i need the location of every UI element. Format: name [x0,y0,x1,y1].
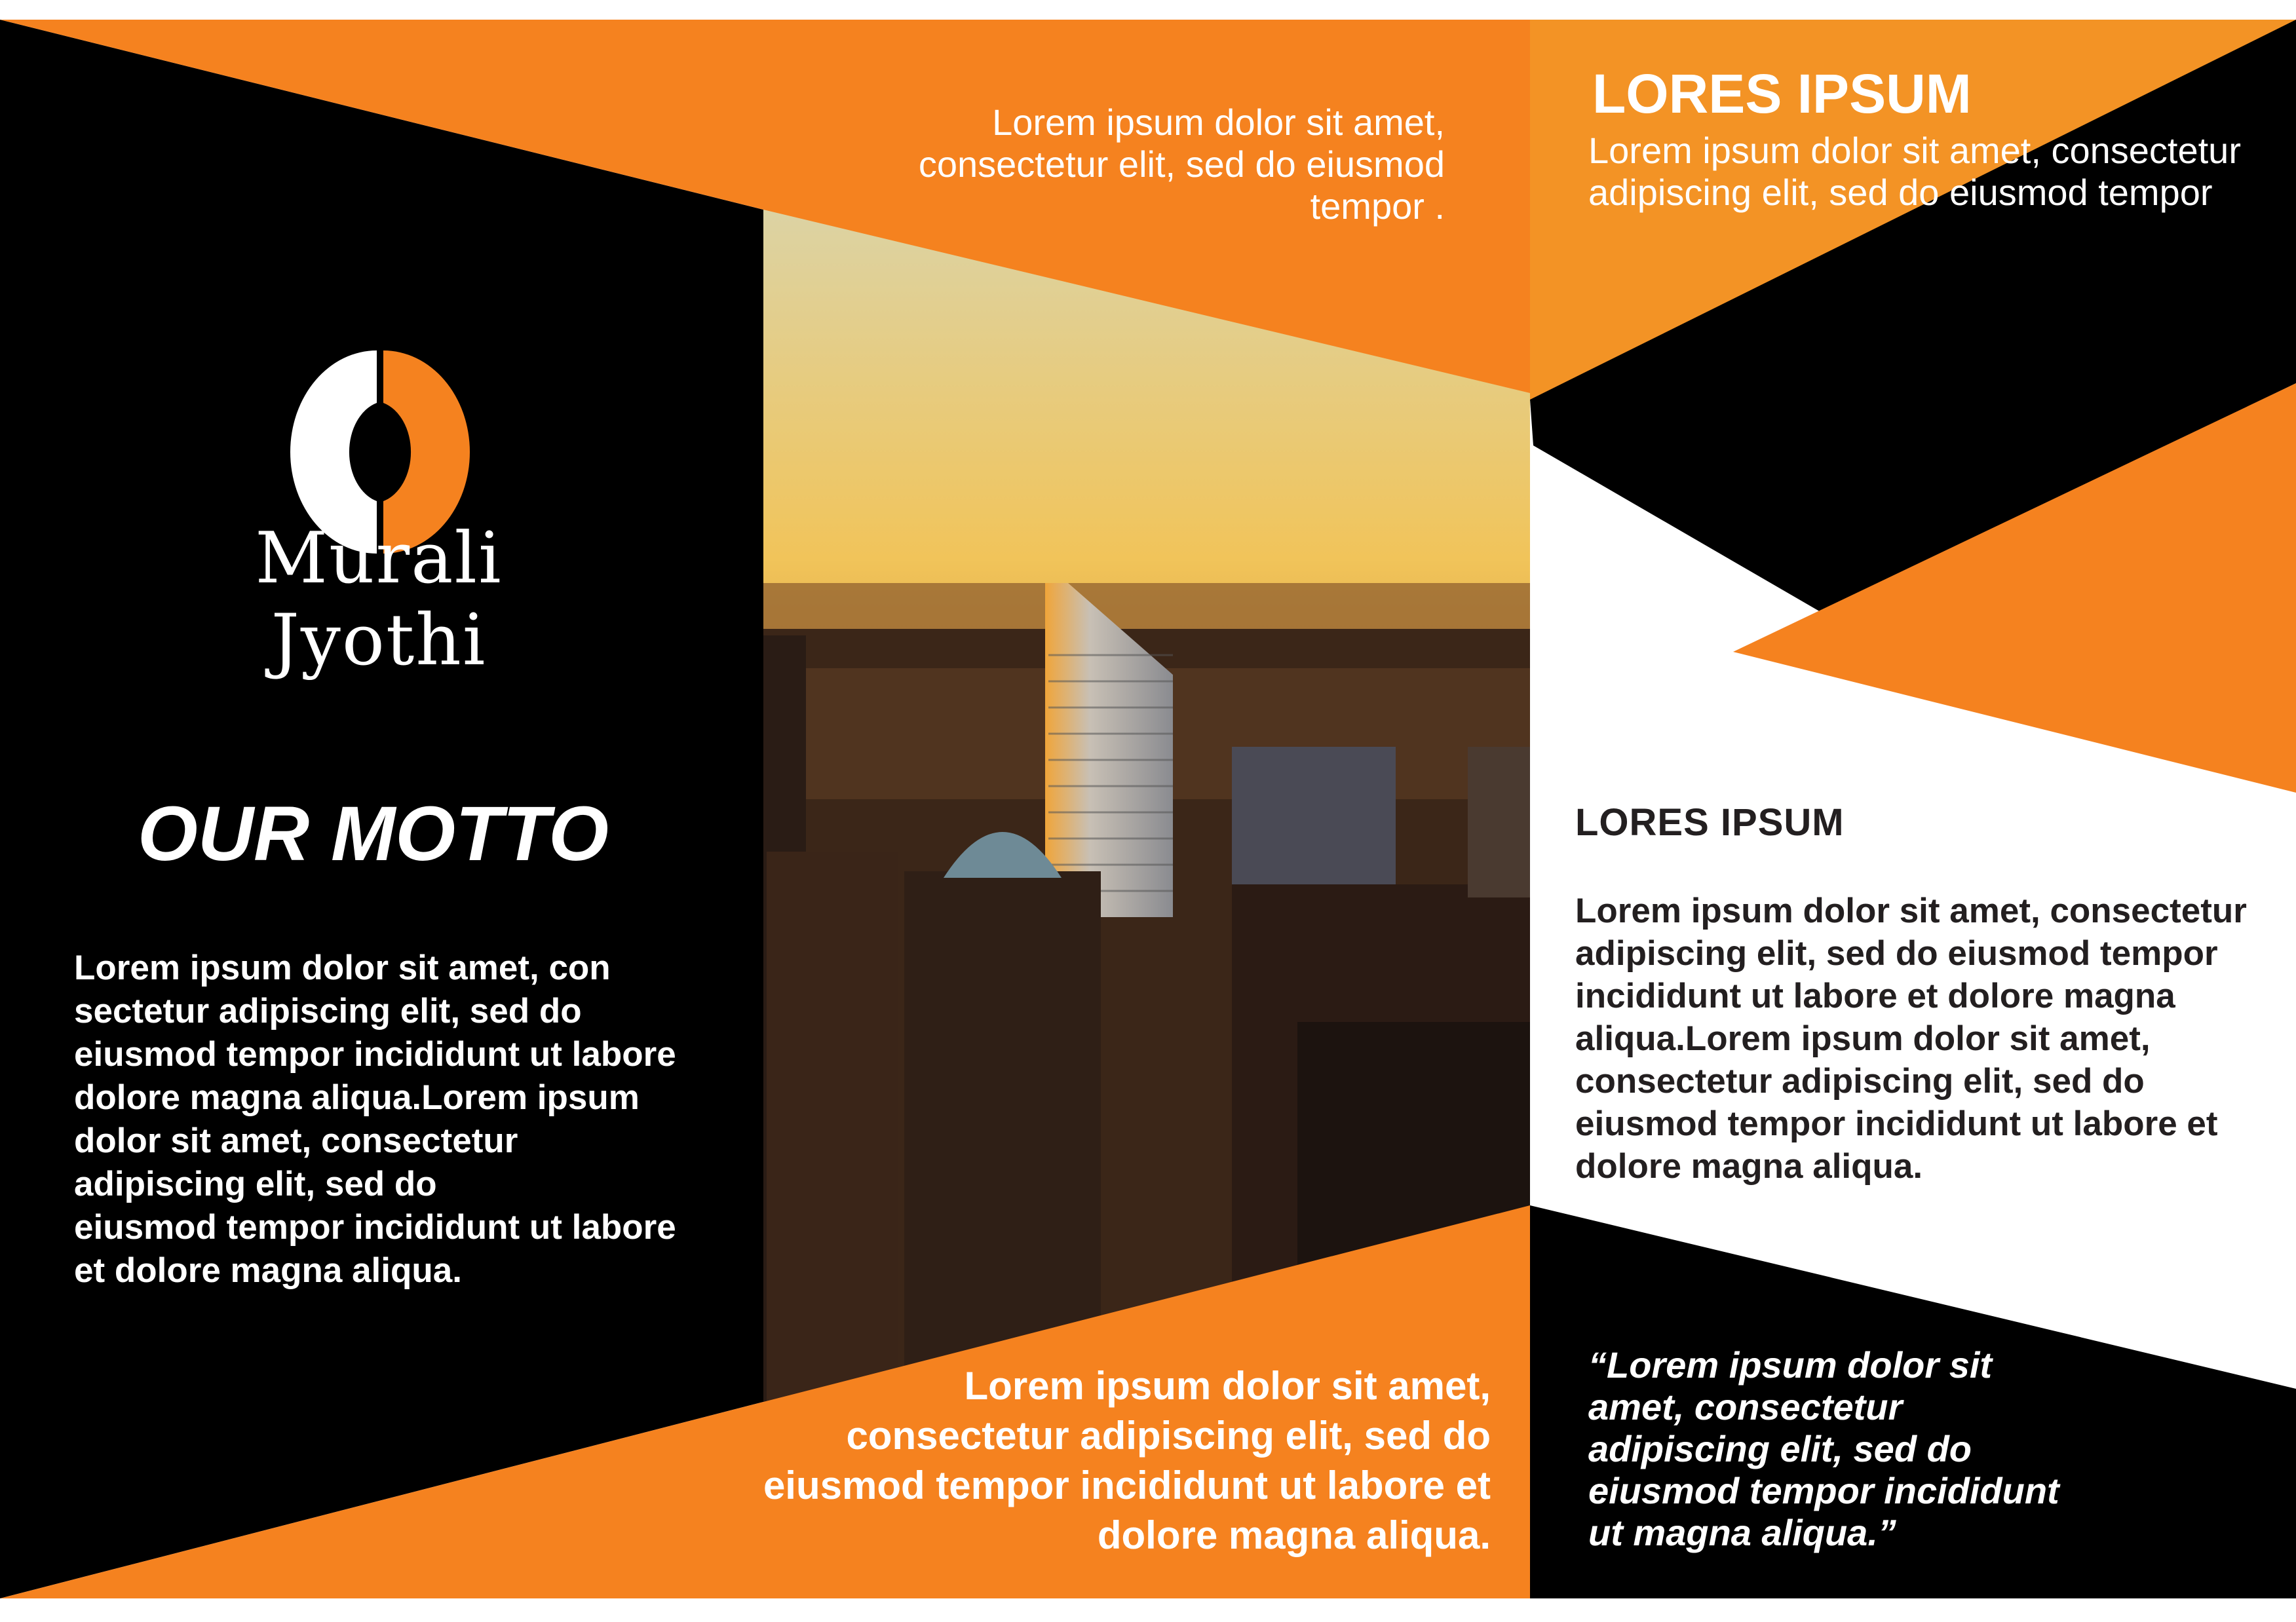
middle-right-body-text: Lorem ipsum dolor sit amet, consectetur adipiscing elit, sed do eiusmod tempor incididunt ut labore et dolore magna aliqua.Lorem ipsum dolor sit amet, consectetur adipiscing elit, sed do eiusmod tempor incididunt ut labore et dolore magna aliqua. [1575,892,2247,1186]
middle-right-heading: LORES IPSUM [1575,801,1845,844]
motto-heading: OUR MOTTO [138,791,609,877]
bottom-right-quote: “Lorem ipsum dolor sit amet, consectetur adipiscing elit, sed do eiusmod tempor incididunt ut magna aliqua.” [1588,1344,2059,1553]
motto-body-text: Lorem ipsum dolor sit amet, con sectetur adipiscing elit, sed do eiusmod tempor incididunt ut labore dolore magna aliqua.Lorem ipsum dolor sit amet, consectetur adipiscing elit, sed do eiusmod tempor incididunt ut labore et dolore magna aliqua. [74,949,676,1290]
top-middle-text: Lorem ipsum dolor sit amet, consectetur elit, sed do eiusmod tempor . [918,102,1445,227]
brand-name: Murali Jyothi [255,518,503,681]
bottom-middle-text: Lorem ipsum dolor sit amet, consectetur adipiscing elit, sed do eiusmod tempor incididunt ut labore et dolore magna aliqua. [763,1364,1491,1557]
top-right-heading: LORES IPSUM [1592,63,1972,124]
top-right-body-text: Lorem ipsum dolor sit amet, consectetur adipiscing elit, sed do eiusmod tempor [1588,130,2241,213]
